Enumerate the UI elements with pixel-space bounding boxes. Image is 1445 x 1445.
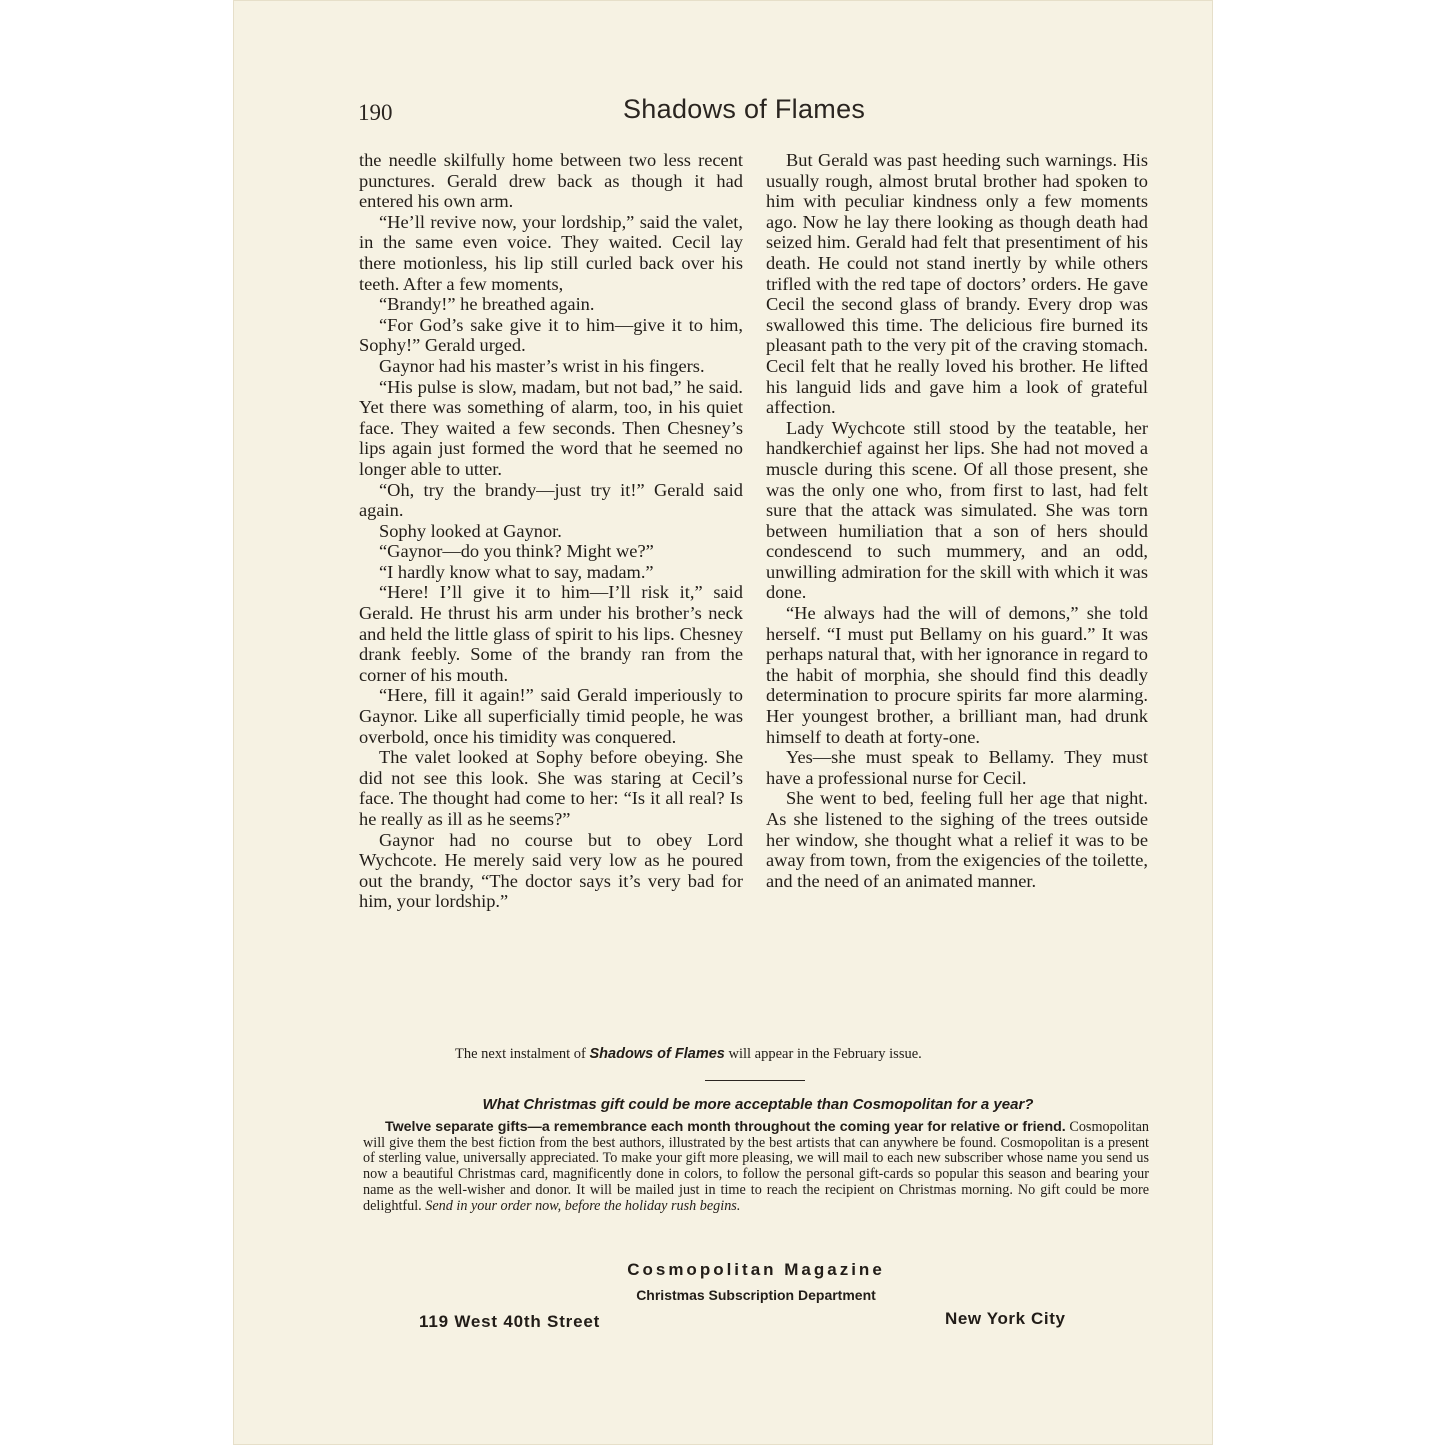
ad-city: New York City [945,1309,1066,1328]
paragraph: The valet looked at Sophy before obeying. She did not see this look. She was staring at Cecil’s face. The thought had come to her: “Is it all real? Is he really as ill as he seems?” [359,747,743,829]
ad-body [363,1120,1149,1214]
continuation-note [455,1046,1155,1063]
ad-heading: What Christmas gift could be more acceptable than Cosmopolitan for a year? [482,1096,1034,1113]
magazine-page [233,0,1213,1445]
paragraph: “Brandy!” he breathed again. [379,294,595,315]
paragraph: Gaynor had his master’s wrist in his fingers. [379,355,705,376]
page-number: 190 [358,100,393,125]
paragraph: “Oh, try the brandy—just try it!” Gerald said again. [359,479,743,521]
page-title: Shadows of Flames [623,94,866,124]
paragraph: But Gerald was past heeding such warnings. His usually rough, almost brutal brother had spoken to him with peculiar kindness only a few moments ago. Now he lay there looking as though death had seized him. Gerald had felt that presentiment of his death. He could not stand inertly by while others trifled with the red tape of doctors’ orders. He gave Cecil the second glass of brandy. Every drop was swallowed this time. The delicious fire burned its pleasant path to the very pit of the craving stomach. Cecil felt that he really loved his brother. He lifted his languid lids and gave him a look of grateful affection. [766,150,1148,418]
paragraph: Gaynor had no course but to obey Lord Wychcote. He merely said very low as he poured out the brandy, “The doctor says it’s very bad for him, your lordship.” [359,829,743,912]
paragraph: “Here! I’ll give it to him—I’ll risk it,” said Gerald. He thrust his arm under his brother’s neck and held the little glass of spirit to his lips. Chesney drank feebly. Some of the brandy ran from the corner of his mouth. [359,582,743,685]
paragraph: “For God’s sake give it to him—give it to him, Sophy!” Gerald urged. [359,314,743,356]
paragraph: Sophy looked at Gaynor. [379,520,562,541]
paragraph: Lady Wychcote still stood by the teatable, her handkerchief against her lips. She had not moved a muscle during this scene. Of all those present, she was the only one who, from first to last, had felt sure that the attack was simulated. She was torn between humiliation that a son of hers should condescend to such mummery, and an odd, unwilling admiration for the skill with which it was done. [766,417,1148,603]
divider [705,1080,805,1081]
story-column-left [359,150,743,912]
paragraph: “Here, fill it again!” said Gerald imperiously to Gaynor. Like all superficially timid people, he was overbold, once his timidity was conquered. [359,685,743,747]
ad-lead: Twelve separate gifts—a remembrance each month throughout the coming year for relative or friend. [385,1119,1066,1135]
paragraph: Yes—she must speak to Bellamy. They must have a professional nurse for Cecil. [766,747,1148,788]
ad-closing: Send in your order now, before the holiday rush begins. [425,1197,741,1214]
paragraph: “His pulse is slow, madam, but not bad,” he said. Yet there was something of alarm, too, in his quiet face. They waited a few seconds. Then Chesney’s lips again just formed the word that he seemed no longer able to utter. [359,376,743,479]
paragraph: the needle skilfully home between two less recent punctures. Gerald drew back as though it had entered his own arm. [359,150,743,212]
ad-text: Cosmopolitan will give them the best fiction from the best authors, illustrated by the best artists that can anywhere be found. Cosmopolitan is a present of sterling value, universally appreciated. To make your gift more pleasing, we will mail to each new subscriber whose name you send us now a beautiful Christmas card, magnificently done in colors, to follow the personal gift-cards so popular this season and bearing your name as the well-wisher and donor. It will be mailed just in time to reach the recipient on Christmas morning. No gift could be more delightful. [363,1119,1149,1214]
paragraph: “He always had the will of demons,” she told herself. “I must put Bellamy on his guard.” It was perhaps natural that, with her ignorance in regard to the habit of morphia, she should find this deadly determination to procure spirits far more alarming. Her youngest brother, a brilliant man, had drunk himself to death at forty-one. [766,603,1148,747]
ad-department: Christmas Subscription Department [636,1287,876,1303]
paragraph: She went to bed, feeling full her age that night. As she listened to the sighing of the trees outside her window, she thought what a relief it was to be away from town, from the exigencies of the toilette, and the need of an animated manner. [766,788,1148,891]
paragraph: “Gaynor—do you think? Might we?” [379,541,654,562]
paragraph: “I hardly know what to say, madam.” [379,561,654,582]
continuation-before: The next instalment of [455,1046,586,1062]
paragraph: “He’ll revive now, your lordship,” said the valet, in the same even voice. They waited. Cecil lay there motionless, his lip still curled back over his teeth. After a few moments, [359,211,743,294]
ad-street: 119 West 40th Street [419,1312,601,1331]
story-column-right [766,150,1148,891]
ad-organization: Cosmopolitan Magazine [627,1260,885,1279]
continuation-title: Shadows of Flames [589,1046,725,1062]
continuation-after: will appear in the February issue. [728,1046,922,1062]
